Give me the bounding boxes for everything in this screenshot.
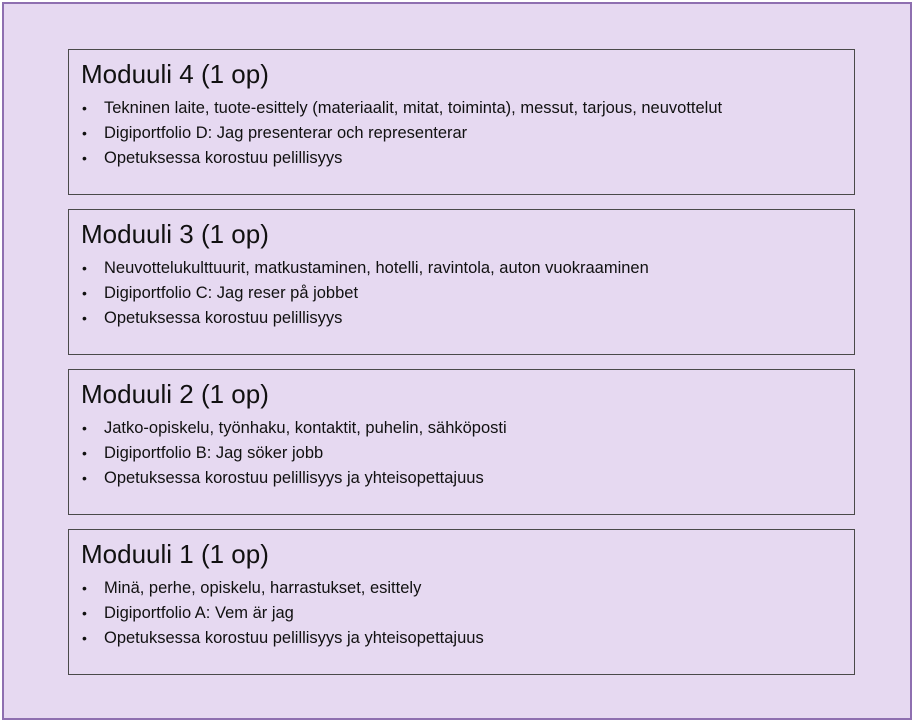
list-item [81,281,649,306]
module-4-box [68,49,855,195]
module-title: Moduuli 1 (1 op) [81,539,269,569]
bullet-icon: • [82,125,87,141]
list-item-text: Digiportfolio A: Vem är jag [104,604,294,622]
list-item-text: Digiportfolio B: Jag söker jobb [104,444,324,462]
list-item-text: Digiportfolio D: Jag presenterar och representerar [104,124,468,142]
module-2-box [68,369,855,515]
module-1-box [68,529,855,675]
list-item [81,416,507,441]
list-item [81,576,484,601]
bullet-icon: • [82,580,87,596]
bullet-icon: • [82,420,87,436]
bullet-icon: • [82,285,87,301]
list-item-text: Neuvottelukulttuurit, matkustaminen, hotelli, ravintola, auton vuokraaminen [104,259,649,277]
bullet-icon: • [82,630,87,646]
module-item-list [81,416,507,491]
module-title: Moduuli 3 (1 op) [81,219,269,249]
list-item-text: Opetuksessa korostuu pelillisyys [104,309,343,327]
module-title: Moduuli 2 (1 op) [81,379,269,409]
list-item [81,121,722,146]
list-item [81,601,484,626]
list-item-text: Opetuksessa korostuu pelillisyys ja yhteisopettajuus [104,629,484,647]
list-item-text: Jatko-opiskelu, työnhaku, kontaktit, puhelin, sähköposti [104,419,507,437]
list-item-text: Minä, perhe, opiskelu, harrastukset, esittely [104,579,422,597]
bullet-icon: • [82,605,87,621]
bullet-icon: • [82,445,87,461]
list-item [81,306,649,331]
module-3-box [68,209,855,355]
module-item-list [81,256,649,331]
list-item-text: Tekninen laite, tuote-esittely (materiaalit, mitat, toiminta), messut, tarjous, neuvottelut [104,99,723,117]
bullet-icon: • [82,260,87,276]
list-item-text: Digiportfolio C: Jag reser på jobbet [104,284,359,302]
list-item [81,146,722,171]
bullet-icon: • [82,100,87,116]
module-item-list [81,576,484,651]
bullet-icon: • [82,470,87,486]
bullet-icon: • [82,150,87,166]
list-item-text: Opetuksessa korostuu pelillisyys ja yhteisopettajuus [104,469,484,487]
list-item-text: Opetuksessa korostuu pelillisyys [104,149,343,167]
list-item [81,626,484,651]
list-item [81,96,722,121]
module-item-list [81,96,722,171]
bullet-icon: • [82,310,87,326]
list-item [81,441,507,466]
list-item [81,466,507,491]
list-item [81,256,649,281]
module-title: Moduuli 4 (1 op) [81,59,269,89]
slide-frame [2,2,912,720]
